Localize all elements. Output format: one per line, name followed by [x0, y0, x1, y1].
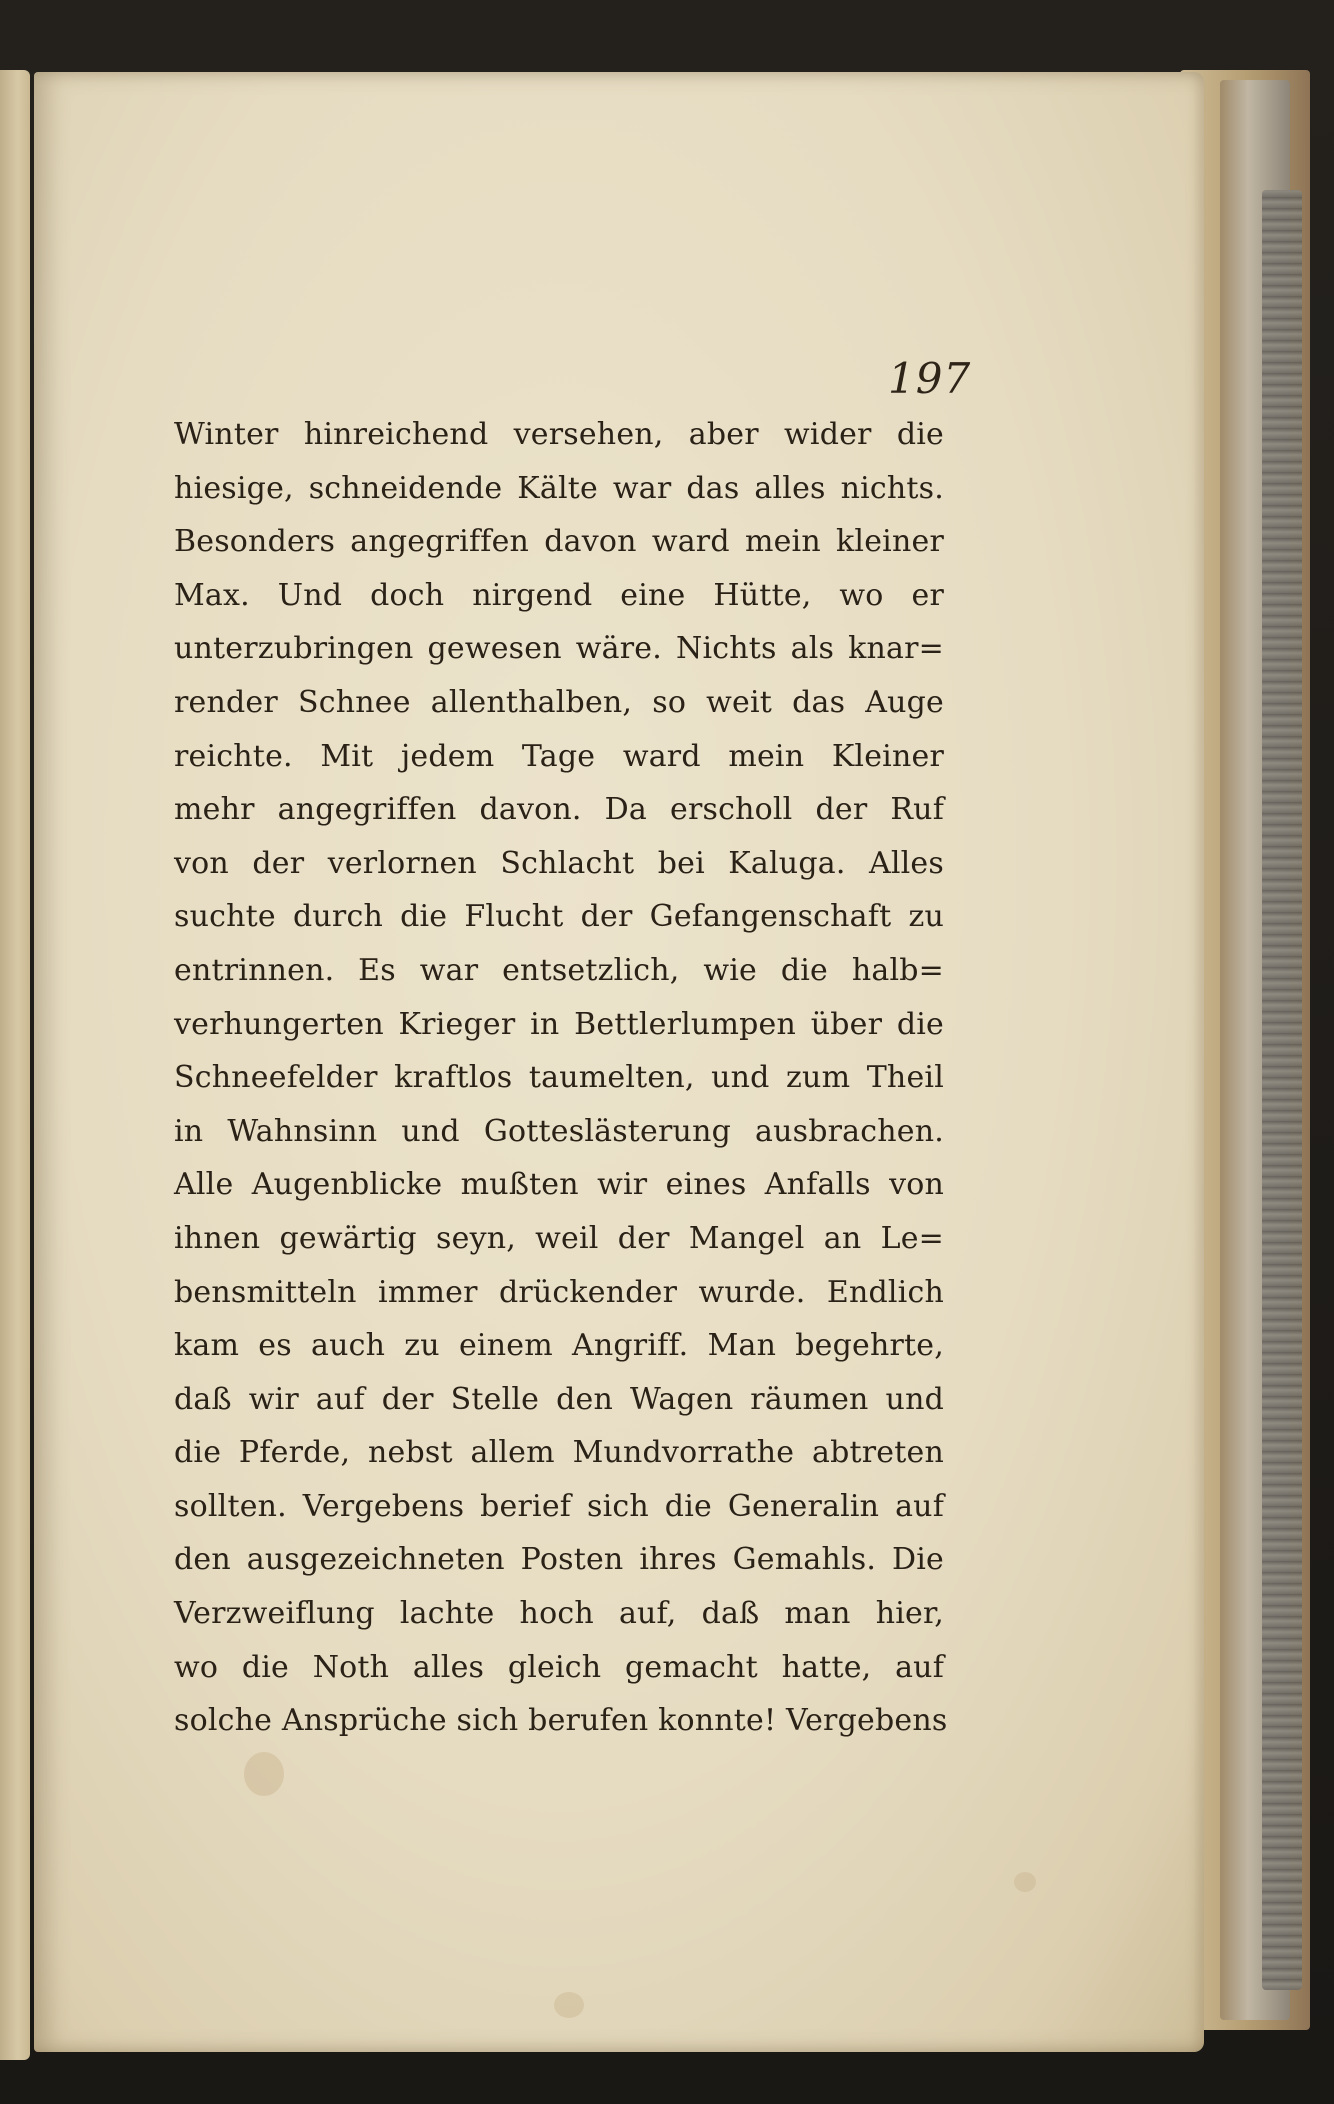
text-line: mehr angegriffen davon. Da erscholl der Ruf	[174, 792, 944, 828]
text-line: daß wir auf der Stelle den Wagen räumen und	[174, 1381, 944, 1417]
foxing-stain	[244, 1752, 284, 1796]
text-line: entrinnen. Es war entsetzlich, wie die halb=	[174, 952, 944, 988]
text-line: hiesige, schneidende Kälte war das alles nichts.	[174, 470, 944, 506]
text-line: Verzweiflung lachte hoch auf, daß man hier,	[174, 1596, 944, 1632]
text-line: bensmitteln immer drückender wurde. Endlich	[174, 1274, 944, 1310]
text-line: den ausgezeichneten Posten ihres Gemahls. Die	[174, 1542, 944, 1578]
text-line: sollten. Vergebens berief sich die Generalin auf	[174, 1488, 944, 1524]
foxing-stain	[554, 1992, 584, 2018]
text-line: die Pferde, nebst allem Mundvorrathe abtreten	[174, 1435, 944, 1471]
text-line: wo die Noth alles gleich gemacht hatte, auf	[174, 1649, 944, 1685]
text-line: Max. Und doch nirgend eine Hütte, wo er	[174, 577, 944, 613]
text-line: suchte durch die Flucht der Gefangenschaft zu	[174, 899, 944, 935]
book-page	[34, 72, 1204, 2052]
text-line: render Schnee allenthalben, so weit das Auge	[174, 684, 944, 720]
facing-page-edge	[0, 70, 30, 2060]
page-number: 197	[888, 354, 972, 403]
text-line: Winter hinreichend versehen, aber wider die	[174, 417, 944, 452]
text-line: solche Ansprüche sich berufen konnte! Vergebens	[174, 1703, 948, 1739]
text-line: ihnen gewärtig seyn, weil der Mangel an Le=	[174, 1220, 944, 1256]
text-line: unterzubringen gewesen wäre. Nichts als knar=	[174, 631, 944, 667]
body-text	[174, 408, 948, 1748]
text-line: von der verlornen Schlacht bei Kaluga. Alles	[174, 845, 944, 881]
text-line: in Wahnsinn und Gotteslästerung ausbrachen.	[174, 1113, 944, 1149]
foxing-stain	[1014, 1872, 1036, 1892]
book-cover-edge	[1262, 190, 1302, 1990]
text-line: Schneefelder kraftlos taumelten, und zum Theil	[174, 1060, 944, 1096]
text-line: Besonders angegriffen davon ward mein kleiner	[174, 524, 944, 560]
text-line: reichte. Mit jedem Tage ward mein Kleiner	[174, 738, 944, 774]
text-line: Alle Augenblicke mußten wir eines Anfalls von	[174, 1167, 944, 1203]
text-line: verhungerten Krieger in Bettlerlumpen über die	[174, 1006, 944, 1042]
text-line: kam es auch zu einem Angriff. Man begehrte,	[174, 1328, 944, 1364]
